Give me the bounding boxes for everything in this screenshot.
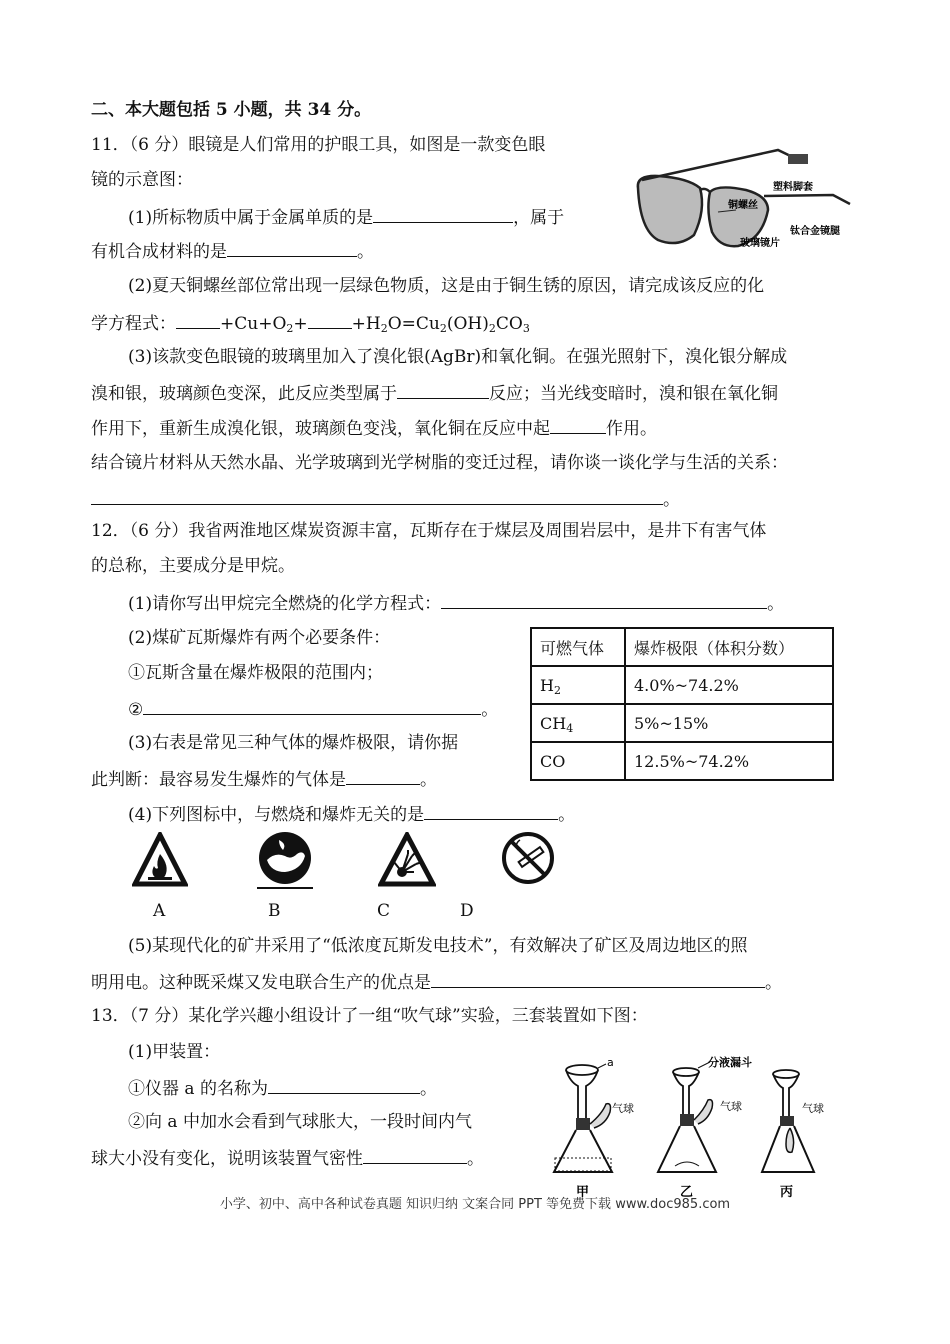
answer-blank[interactable] <box>424 801 558 820</box>
subscript: 2 <box>286 322 294 335</box>
gas-name: H <box>540 675 554 695</box>
subscript: 2 <box>488 322 496 335</box>
symbol-label-b: B <box>268 901 281 921</box>
flammable-circle-icon <box>257 830 313 890</box>
q12-p3b: 此判断：最容易发生爆炸的气体是 <box>91 770 346 790</box>
q12-part5-line1: (5)某现代化的矿井采用了“低浓度瓦斯发电技术”，有效解决了矿区及周边地区的照 <box>128 936 748 956</box>
glasses-figure <box>628 140 868 255</box>
label-a: a <box>607 1056 614 1069</box>
table-cell-limit: 5%~15% <box>625 704 833 742</box>
symbol-label-d: D <box>460 901 474 921</box>
q13-p1-1: ①仪器 a 的名称为 <box>128 1079 268 1099</box>
symbol-label-a: A <box>153 901 166 921</box>
plastic-tip <box>788 154 808 164</box>
subscript: 3 <box>522 322 530 335</box>
answer-blank[interactable] <box>431 969 765 988</box>
q12-p5b: 明用电。这种既采煤又发电联合生产的优点是 <box>91 973 431 993</box>
q13-part1-2-line1: ②向 a 中加水会看到气球胀大，一段时间内气 <box>128 1112 472 1132</box>
q11-part4: 结合镜片材料从天然水晶、光学玻璃到光学树脂的变迁过程，请你谈一谈化学与生活的关系： <box>91 453 788 473</box>
q11-p3b2: 反应；当光线变暗时，溴和银在氧化铜 <box>489 384 778 404</box>
subscript: 4 <box>566 721 574 735</box>
eq-part: (OH) <box>446 314 489 334</box>
label-separatory-funnel: 分液漏斗 <box>708 1056 752 1069</box>
table-header: 爆炸极限（体积分数） <box>625 628 833 666</box>
table-row <box>531 704 833 742</box>
q12-part3-line2 <box>91 766 437 792</box>
answer-blank[interactable] <box>91 486 663 505</box>
q12-part5-line2 <box>91 969 782 995</box>
q13-part1-1 <box>128 1075 437 1101</box>
subscript: 2 <box>380 322 388 335</box>
q12-p5end: 。 <box>765 973 782 993</box>
table-cell-limit: 4.0%~74.2% <box>625 666 833 704</box>
q13-p1-2b: 球大小没有变化，说明该装置气密性 <box>91 1149 363 1169</box>
answer-blank[interactable] <box>363 1145 467 1164</box>
label-yi: 乙 <box>680 1185 694 1200</box>
no-smoking-icon <box>500 830 556 886</box>
subscript: 2 <box>439 322 447 335</box>
label-glass-lens: 玻璃镜片 <box>740 238 780 249</box>
right-temple <box>764 195 850 204</box>
symbol-label-c: C <box>377 901 391 921</box>
q11-p4end: 。 <box>663 490 680 510</box>
apparatus-jia <box>554 1056 634 1200</box>
q12-p4end: 。 <box>558 805 576 825</box>
label-plastic-tip: 塑料脚套 <box>773 182 813 193</box>
table-cell-gas: CO <box>531 742 625 780</box>
answer-blank[interactable] <box>268 1075 420 1094</box>
q11-part2-line1: (2)夏天铜螺丝部位常出现一层绿色物质，这是由于铜生锈的原因，请完成该反应的化 <box>128 276 765 296</box>
q11-p1c: 有机合成材料的是 <box>91 242 227 262</box>
q12-p4: (4)下列图标中，与燃烧和爆炸无关的是 <box>128 805 425 825</box>
q12-part4 <box>128 801 575 827</box>
q11-p2b: 学方程式： <box>91 314 176 334</box>
q12-p3end: 。 <box>420 770 437 790</box>
table-cell-gas <box>531 666 625 704</box>
label-balloon-bing: 气球 <box>802 1102 824 1115</box>
label-balloon-jia: 气球 <box>612 1102 634 1115</box>
q12-part2-cond2 <box>128 696 498 722</box>
q11-p1a: (1)所标物质中属于金属单质的是 <box>128 208 374 228</box>
table-row <box>531 742 833 780</box>
label-bing: 丙 <box>780 1185 794 1200</box>
q13-p1-1end: 。 <box>419 1079 437 1099</box>
q11-part1-line2 <box>91 238 374 264</box>
answer-blank[interactable] <box>346 766 420 785</box>
q12-part1 <box>128 590 784 616</box>
answer-blank[interactable] <box>176 310 220 329</box>
table-cell-gas <box>531 704 625 742</box>
answer-blank[interactable] <box>308 310 352 329</box>
explosive-warning-icon <box>378 832 436 888</box>
apparatus-figure <box>540 1054 840 1202</box>
label-copper-screw: 铜螺丝 <box>728 200 758 211</box>
q12-part3-line1: (3)右表是常见三种气体的爆炸极限，请你据 <box>128 733 459 753</box>
left-lens <box>638 176 702 243</box>
left-temple <box>642 150 803 180</box>
section-header: 二、本大题包括 5 小题，共 34 分。 <box>91 100 372 120</box>
q12-p1: (1)请你写出甲烷完全燃烧的化学方程式： <box>128 594 442 614</box>
q11-p3b1: 溴和银，玻璃颜色变深，此反应类型属于 <box>91 384 397 404</box>
eq-part: +Cu+O <box>220 314 287 334</box>
q11-part3-line3 <box>91 415 657 441</box>
q13-part1: (1)甲装置： <box>128 1042 221 1062</box>
table-row <box>531 666 833 704</box>
q11-p1b: ，属于 <box>513 208 565 228</box>
q12-intro-1: 12．（6 分）我省两淮地区煤炭资源丰富，瓦斯存在于煤层及周围岩层中，是井下有害气体 <box>91 521 767 541</box>
apparatus-yi <box>658 1055 752 1200</box>
answer-blank[interactable] <box>143 696 481 715</box>
eq-part: O=Cu <box>387 314 440 334</box>
label-balloon-yi: 气球 <box>720 1100 742 1113</box>
label-titanium-temple: 钛合金镜腿 <box>790 226 840 237</box>
eq-part: +H <box>351 314 381 334</box>
q12-part2-cond1: ①瓦斯含量在爆炸极限的范围内； <box>128 663 383 683</box>
table-cell-limit: 12.5%~74.2% <box>625 742 833 780</box>
q12-intro-2: 的总称，主要成分是甲烷。 <box>91 556 295 576</box>
q13-part1-2-line2 <box>91 1145 484 1171</box>
q11-p3c2: 作用。 <box>606 419 657 439</box>
q11-equation <box>91 310 530 336</box>
label-jia: 甲 <box>576 1185 590 1200</box>
q11-intro-1: 11．（6 分）眼镜是人们常用的护眼工具，如图是一款变色眼 <box>91 135 546 155</box>
q12-p1end: 。 <box>767 594 785 614</box>
answer-blank[interactable] <box>441 590 767 609</box>
q11-part4-answer <box>91 486 680 512</box>
page-footer: 小学、初中、高中各种试卷真题 知识归纳 文案合同 PPT 等免费下载 www.doc985.com <box>219 1197 731 1212</box>
q11-p1d: 。 <box>357 242 374 262</box>
answer-blank[interactable] <box>550 415 606 434</box>
answer-blank[interactable] <box>227 238 357 257</box>
eq-part: CO <box>495 314 523 334</box>
table-header: 可燃气体 <box>531 628 625 666</box>
answer-blank[interactable] <box>373 204 513 223</box>
explosion-limit-table <box>530 627 834 781</box>
apparatus-bing <box>762 1070 824 1200</box>
subscript: 2 <box>553 683 561 697</box>
q13-intro: 13．（7 分）某化学兴趣小组设计了一组“吹气球”实验，三套装置如下图： <box>91 1006 648 1026</box>
q11-p3c1: 作用下，重新生成溴化银，玻璃颜色变浅，氧化铜在反应中起 <box>91 419 550 439</box>
q12-part2: (2)煤矿瓦斯爆炸有两个必要条件： <box>128 628 391 648</box>
q12-p2-2end: 。 <box>481 700 499 720</box>
gas-name: CH <box>540 713 567 733</box>
q13-p1-2end: 。 <box>467 1149 484 1169</box>
flammable-warning-icon <box>132 832 188 888</box>
q12-p2-2: ② <box>128 700 144 720</box>
q11-part3-line1: (3)该款变色眼镜的玻璃里加入了溴化银(AgBr)和氧化铜。在强光照射下，溴化银分解成 <box>128 347 788 367</box>
table-header-row <box>531 628 833 666</box>
eq-part: + <box>293 314 308 334</box>
q11-part3-line2 <box>91 380 778 406</box>
answer-blank[interactable] <box>397 380 489 399</box>
q11-intro-2: 镜的示意图： <box>91 170 193 190</box>
q11-part1-line1 <box>128 204 564 230</box>
